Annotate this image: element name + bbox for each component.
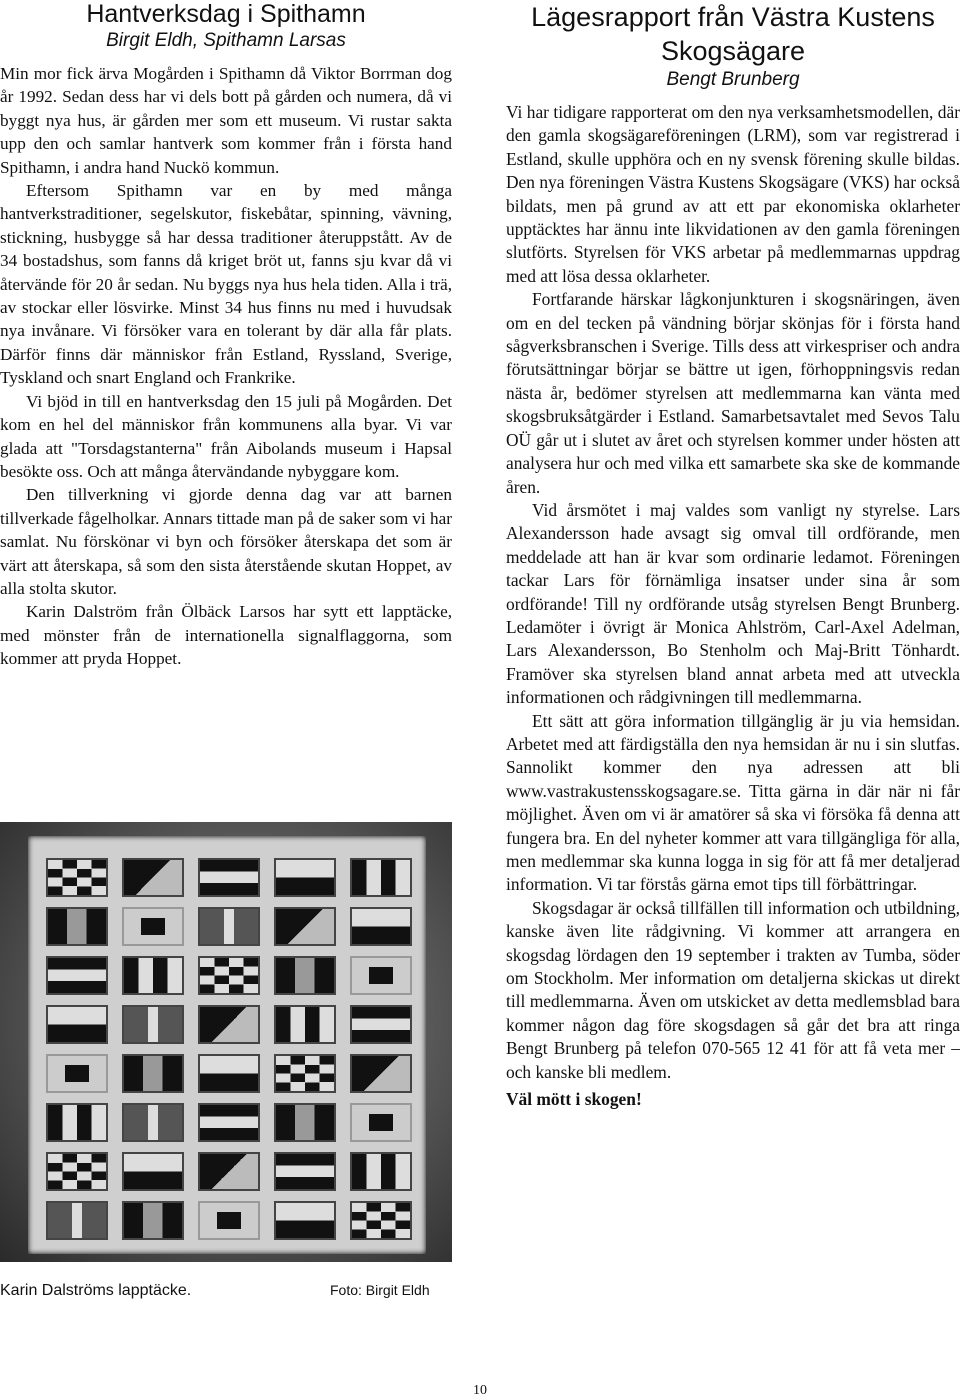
quilt-flag-patch xyxy=(350,1201,412,1240)
photo-caption: Karin Dalströms lapptäcke. xyxy=(0,1282,192,1299)
quilt-flag-patch xyxy=(198,1152,260,1191)
quilt-flag-patch xyxy=(274,1054,336,1093)
quilt-flag-patch xyxy=(198,1103,260,1142)
page-number: 10 xyxy=(473,1383,487,1398)
quilt-flag-patch xyxy=(198,1201,260,1240)
quilt-image xyxy=(28,836,426,1254)
paragraph: Fortfarande härskar lågkonjunkturen i skogsnäringen, även om en del tecken på vändning börjar skönjas för i första hand sågverksbranschen i Sverige. Tills dess att virkespriser och andra förutsättningar börjar se bättre ut igen, förhoppningsvis redan nästa år, bedömer styrelsen att medlemmarna kan vänta med skogsbruksåtgärder i Estland. Samarbetsavtalet med Sevos Talu OÜ går ut i slutet av året och styrelsen kommer under hösten att analysera hur och med vilka ett samarbete ska ske de kommande åren. xyxy=(506,289,960,497)
paragraph: Vi bjöd in till en hantverksdag den 15 juli på Mogården. Det kom en hel del människor från kommunens alla byar. Vi var glada att "Torsdagstanterna" från Aibolands museum i Hapsal besökte oss. Och att många återvändande nybyggare kom. xyxy=(0,391,452,481)
quilt-flag-patch xyxy=(350,956,412,995)
quilt-flag-patch xyxy=(198,1054,260,1093)
quilt-flag-patch xyxy=(274,1005,336,1044)
paragraph: Karin Dalström från Ölbäck Larsos har sytt ett lapptäcke, med mönster från de internationella signalflaggorna, som kommer att pryda Hoppet. xyxy=(0,602,452,669)
quilt-flag-patch xyxy=(198,956,260,995)
quilt-flag-patch xyxy=(274,907,336,946)
paragraph: Den tillverkning vi gjorde denna dag var att barnen tillverkade fågelholkar. Annars tittade man på de saker som vi har samlat. Nu förskönar vi byn och försöker återskapa det som är värt att återskapa, så som den sista återstående skutan Hoppet, av alla stolta skutor. xyxy=(0,485,452,598)
signal-flags-grid xyxy=(46,858,412,1240)
quilt-flag-patch xyxy=(46,1152,108,1191)
quilt-flag-patch xyxy=(350,1152,412,1191)
quilt-flag-patch xyxy=(122,858,184,897)
photo-credit: Foto: Birgit Eldh xyxy=(330,1282,430,1298)
quilt-flag-patch xyxy=(122,1054,184,1093)
paragraph: Ett sätt att göra information tillgänglig är ju via hemsidan. Arbetet med att färdigställa den nya hemsidan är nu i sin slutfas. Sannolikt kommer den nya adressen att bli www.vastrakustensskogsagare.se. Titta gärna in där när ni får möjlighet. Även om vi är amatörer så ska vi försöka få denna att fungera bra. En del nyheter kommer att vara tillgängliga för alla, men medlemmar ska kunna logga in sig för att få mer detaljerad information. Vi tar förstås gärna emot tips till förbättringar. xyxy=(506,710,960,895)
article-body xyxy=(506,101,960,1111)
quilt-flag-patch xyxy=(122,956,184,995)
quilt-flag-patch xyxy=(198,858,260,897)
quilt-flag-patch xyxy=(122,1201,184,1240)
quilt-flag-patch xyxy=(46,907,108,946)
quilt-flag-patch xyxy=(274,956,336,995)
quilt-photo xyxy=(0,822,452,1262)
quilt-flag-patch xyxy=(350,858,412,897)
article-byline: Birgit Eldh, Spithamn Larsas xyxy=(106,30,346,51)
quilt-flag-patch xyxy=(198,907,260,946)
left-article xyxy=(0,0,452,671)
quilt-flag-patch xyxy=(350,1005,412,1044)
quilt-flag-patch xyxy=(274,1103,336,1142)
quilt-flag-patch xyxy=(122,1152,184,1191)
quilt-flag-patch xyxy=(46,956,108,995)
article-body xyxy=(0,62,452,671)
paragraph: Min mor fick ärva Mogården i Spithamn då Viktor Borrman dog år 1992. Sedan dess har vi dels bott på gården och numera, då vi byggt nya hus, är gården mer som ett museum. Vi rustar sakta upp den och samlar hantverk som kommer från i första hand Spithamn, i andra hand Nuckö kommun. xyxy=(0,64,452,177)
closing-line: Väl mött i skogen! xyxy=(506,1089,642,1110)
paragraph: Eftersom Spithamn var en by med många hantverkstraditioner, segelskutor, fiskebåtar, spinning, vävning, stickning, husbygge så har dessa traditioner återuppstått. Av de 34 bostadshus, som fanns då kriget bröt ut, fanns sju kvar då vi återvände för 20 år sedan. Nu byggs nya hus hela tiden. Alla i trä, av stockar eller lösvirke. Minst 34 hus finns nu med i huvudsak nya invånare. Vi försöker vara en tolerant by där alla får plats. Därför finns där människor från Estland, Ryssland, Sverige, Tyskland och snart England och Frankrike. xyxy=(0,181,452,388)
article-title: Lägesrapport från Västra Kustens Skogsägare xyxy=(531,2,935,66)
quilt-flag-patch xyxy=(122,1005,184,1044)
quilt-flag-patch xyxy=(350,1103,412,1142)
quilt-flag-patch xyxy=(274,858,336,897)
quilt-flag-patch xyxy=(274,1201,336,1240)
quilt-flag-patch xyxy=(198,1005,260,1044)
quilt-flag-patch xyxy=(350,1054,412,1093)
quilt-flag-patch xyxy=(46,1201,108,1240)
article-byline: Bengt Brunberg xyxy=(666,69,800,90)
quilt-flag-patch xyxy=(274,1152,336,1191)
quilt-flag-patch xyxy=(46,858,108,897)
article-title: Hantverksdag i Spithamn xyxy=(86,0,366,28)
quilt-flag-patch xyxy=(350,907,412,946)
quilt-flag-patch xyxy=(122,1103,184,1142)
paragraph: Skogsdagar är också tillfällen till information och utbildning, kanske även lite rådgivning. Vi kommer att arrangera en skogsdag lördagen den 19 september i trakten av Tumba, söder om Stockholm. Mer information om detaljerna skickas ut direkt till medlemmarna. Även om utskicket av detta medlemsblad bara kommer någon dag före skogsdagen så går det bra att ringa Bengt Brunberg på telefon 070-565 12 41 för att få veta mer – och kanske bli medlem. xyxy=(506,897,960,1082)
right-article xyxy=(506,0,960,1111)
quilt-flag-patch xyxy=(46,1103,108,1142)
quilt-flag-patch xyxy=(122,907,184,946)
paragraph: Vi har tidigare rapporterat om den nya verksamhetsmodellen, där den gamla skogsägareföreningen (LRM), som var registrerad i Estland, skulle upphöra och en ny svensk förening skulle bildas. Den nya föreningen Västra Kustens Skogsägare (VKS) har också bildats, men på grund av att ett par ekonomiska oklarheter upptäcktes har ännu inte likvidationen av den gamla föreningen slutförts. Styrelsen för VKS arbetar på medlemmarnas uppdrag med att lösa dessa oklarheter. xyxy=(506,102,960,286)
quilt-flag-patch xyxy=(46,1054,108,1093)
paragraph: Vid årsmötet i maj valdes som vanligt ny styrelse. Lars Alexandersson hade avsagt sig omval till ordförande, men meddelade att han är kvar som ordinarie ledamot. Föreningen tackar Lars för förnämliga insatser under sina år som ordförande! Till ny ordförande utsåg styrelsen Bengt Brunberg. Ledamöter i övrigt är Monica Ahlström, Carl-Axel Adelman, Lars Alexandersson, Bo Stenholm och Maj-Britt Tönhardt. Framöver ska styrelsen bland annat arbeta med att utveckla informationen och rådgivningen till medlemmarna. xyxy=(506,499,960,708)
quilt-flag-patch xyxy=(46,1005,108,1044)
